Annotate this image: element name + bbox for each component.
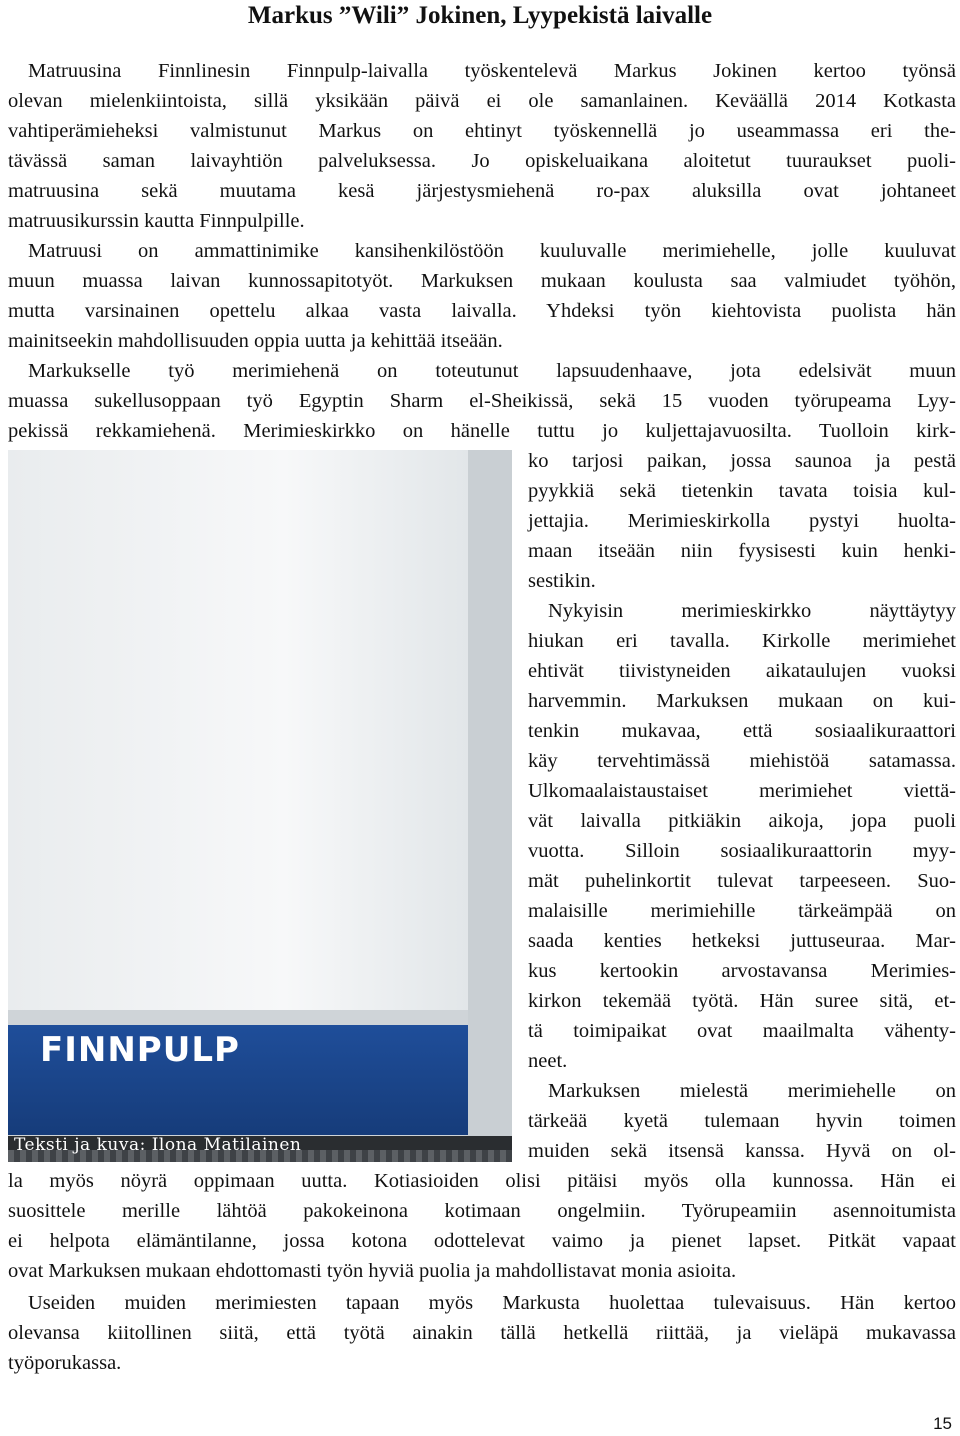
- text-line: ko tarjosi paikan, jossa saunoa ja pestä: [528, 450, 956, 472]
- photo-ship-hull: [8, 450, 512, 1010]
- text-line: vahtiperämieheksi valmistunut Markus on ehtinyt työskennellä jo useammassa eri the-: [8, 120, 956, 142]
- photo-ship-frame: [468, 450, 512, 1162]
- text-line: olevansa kiitollinen siitä, että työtä ainakin tällä hetkellä riittää, ja vieläpä mukavassa: [8, 1322, 956, 1344]
- paragraph-job: [8, 236, 956, 356]
- text-line: hiukan eri tavalla. Kirkolle merimiehet: [528, 630, 956, 652]
- text-line: ei helpota elämäntilanne, jossa kotona odottelevat vaimo ja pienet lapset. Pitkät vapaat: [8, 1230, 956, 1252]
- text-line: Markuksen mielestä merimiehelle on: [548, 1080, 956, 1102]
- photo-ship-name: FINNPULP: [40, 1030, 240, 1070]
- text-line: saada kenties hetkeksi juttuseuraa. Mar-: [528, 930, 956, 952]
- text-line: pyykkiä sekä tietenkin tavata toisia kul-: [528, 480, 956, 502]
- text-line: mutta varsinainen opettelu alkaa vasta laivalla. Yhdeksi työn kiehtovista puolista hän: [8, 300, 956, 322]
- text-line: jettajia. Merimieskirkolla pystyi huolta-: [528, 510, 956, 532]
- text-line: muassa sukellusoppaan työ Egyptin Sharm el-Sheikissä, sekä 15 vuoden työrupeama Lyy-: [8, 390, 956, 412]
- text-line: tä toimipaikat ovat maailmalta vähenty-: [528, 1020, 956, 1042]
- photo-caption: Teksti ja kuva: Ilona Matilainen: [14, 1135, 302, 1155]
- text-line: muun muassa laivan kunnossapitotyöt. Markuksen mukaan koulusta saa valmiudet työhön,: [8, 270, 956, 292]
- paragraph-future: [8, 1288, 956, 1378]
- text-line: työporukassa.: [8, 1352, 122, 1374]
- text-line: mät puhelinkortit tulevat tarpeeseen. Suo-: [528, 870, 956, 892]
- text-line: harvemmin. Markuksen mukaan on kui-: [528, 690, 956, 712]
- column-paragraph-2: [528, 596, 956, 1076]
- text-line: Matruusina Finnlinesin Finnpulp-laivalla työskentelevä Markus Jokinen kertoo työnsä: [28, 60, 956, 82]
- page-number: 15: [933, 1414, 952, 1433]
- text-line: vuotta. Silloin sosiaalikuraattorin myy-: [528, 840, 956, 862]
- paragraph-intro: [8, 56, 956, 236]
- text-line: kirkon tekemää työtä. Hän suree sitä, et-: [528, 990, 956, 1012]
- text-line: muiden sekä itsensä kanssa. Hyvä on ol-: [528, 1140, 956, 1162]
- text-line: malaisille merimiehille tärkeämpää on: [528, 900, 956, 922]
- text-line: ovat Markuksen mukaan ehdottomasti työn hyviä puolia ja mahdollistavat monia asioita.: [8, 1260, 737, 1282]
- text-line: Matruusi on ammattinimike kansihenkilöstöön kuuluvalle merimiehelle, jolle kuuluvat: [28, 240, 956, 262]
- text-line: matruusikurssin kautta Finnpulpille.: [8, 210, 305, 232]
- text-line: käy tervehtimässä miehistöä satamassa.: [528, 750, 956, 772]
- text-line: suosittele merille lähtöä pakokeinona kotimaan ongelmiin. Työrupeamiin asennoitumista: [8, 1200, 956, 1222]
- text-line: Markukselle työ merimiehenä on toteutunut lapsuudenhaave, jota edelsivät muun: [28, 360, 956, 382]
- text-line: sestikin.: [528, 570, 596, 592]
- paragraph-continuation: [8, 1166, 956, 1286]
- ship-photo: [8, 450, 512, 1162]
- text-line: Ulkomaalaistaustaiset merimiehet viettä-: [528, 780, 956, 802]
- text-line: vät laivalla pitkiäkin aikoja, jopa puoli: [528, 810, 956, 832]
- column-paragraph-1: [528, 446, 956, 596]
- text-line: tärkeää kyetä tulemaan hyvin toimen: [528, 1110, 956, 1132]
- text-line: la myös nöyrä oppimaan uutta. Kotiasioiden olisi pitäisi myös olla kunnossa. Hän ei: [8, 1170, 956, 1192]
- text-line: matruusina sekä muutama kesä järjestysmiehenä ro-pax aluksilla ovat johtaneet: [8, 180, 956, 202]
- text-line: tävässä saman laivayhtiön palveluksessa. Jo opiskeluaikana aloitetut tuuraukset puoli-: [8, 150, 956, 172]
- text-line: Useiden muiden merimiesten tapaan myös Markusta huolettaa tulevaisuus. Hän kertoo: [28, 1292, 956, 1314]
- text-line: maan itseään niin fyysisesti kuin henki-: [528, 540, 956, 562]
- text-line: pekissä rekkamiehenä. Merimieskirkko on hänelle tuttu jo kuljettajavuosilta. Tuolloin kirk-: [8, 420, 956, 442]
- paragraph-background: [8, 356, 956, 446]
- text-line: Nykyisin merimieskirkko näyttäytyy: [548, 600, 956, 622]
- column-paragraph-3: [528, 1076, 956, 1166]
- text-line: olevan mielenkiintoista, sillä yksikään päivä ei ole samanlainen. Keväällä 2014 Kotkasta: [8, 90, 956, 112]
- text-line: mainitseekin mahdollisuuden oppia uutta ja kehittää itseään.: [8, 330, 503, 352]
- text-line: tenkin mukavaa, että sosiaalikuraattori: [528, 720, 956, 742]
- text-line: neet.: [528, 1050, 568, 1072]
- text-line: ehtivät tiivistyneiden aikataulujen vuoksi: [528, 660, 956, 682]
- text-line: kus kertookin arvostavansa Merimies-: [528, 960, 956, 982]
- article-title: Markus ”Wili” Jokinen, Lyypekistä laivalle: [247, 2, 713, 29]
